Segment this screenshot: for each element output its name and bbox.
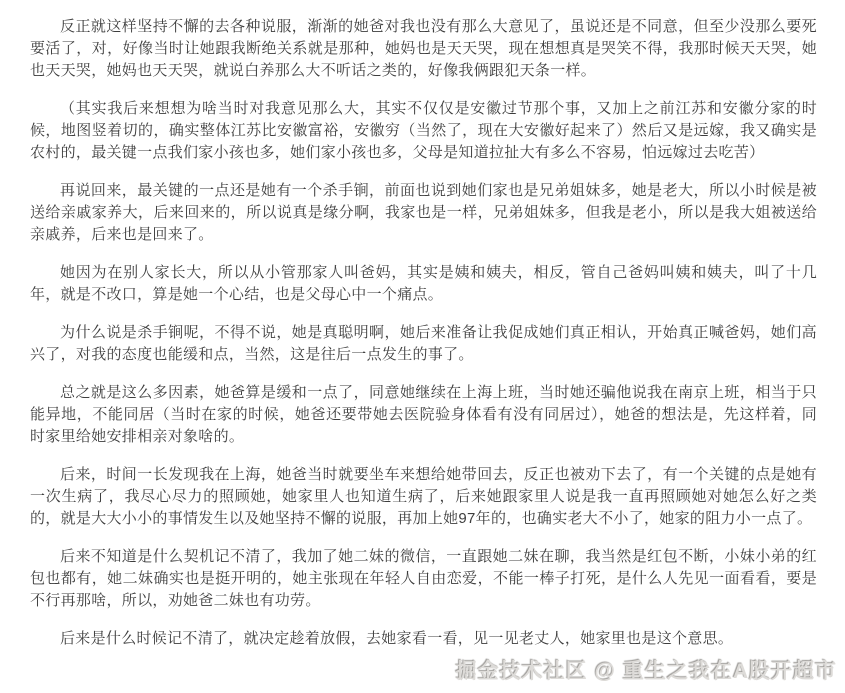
article-paragraph: 为什么说是杀手锏呢，不得不说，她是真聪明啊，她后来准备让我促成她们真正相认，开始真正喊爸妈，她们高兴了，对我的态度也能缓和点，当然，这是往后一点发生的事了。 — [30, 324, 817, 363]
article-paragraph: 她因为在别人家长大，所以从小管那家人叫爸妈，其实是姨和姨夫，相反，管自己爸妈叫姨和姨夫，叫了十几年，就是不改口，算是她一个心结，也是父母心中一个痛点。 — [30, 264, 817, 303]
article-paragraph: 再说回来，最关键的一点还是她有一个杀手锏，前面也说到她们家也是兄弟姐妹多，她是老大，所以小时候是被送给亲戚家养大，后来回来的，所以说真是缘分啊，我家也是一样，兄弟姐妹多，但我是老小，所以是我大姐被送给亲戚养，后来也是回来了。 — [30, 182, 817, 243]
article-paragraph: 反正就这样坚持不懈的去各种说服，渐渐的她爸对我也没有那么大意见了，虽说还是不同意，但至少没那么要死要活了，对，好像当时让她跟我断绝关系就是那种，她妈也是天天哭，现在想想真是哭笑不得，我那时候天天哭，她也天天哭，她妈也天天哭，就说白养那么大不听话之类的，好像我俩跟犯天条一样。 — [30, 18, 817, 79]
article-paragraph: 后来是什么时候记不清了，就决定趁着放假，去她家看一看，见一见老丈人，她家里也是这个意思。 — [60, 630, 734, 647]
article-paragraph: 总之就是这么多因素，她爸算是缓和一点了，同意她继续在上海上班，当时她还骗他说我在南京上班，相当于只能异地，不能同居（当时在家的时候，她爸还要带她去医院验身体看有没有同居过），她爸的想法是，先这样着，同时家里给她安排相亲对象啥的。 — [30, 384, 817, 445]
watermark: 掘金技术社区 @ 重生之我在A股开超市 — [455, 660, 837, 683]
article-paragraph: 后来，时间一长发现我在上海，她爸当时就要坐车来想给她带回去，反正也被劝下去了，有一个关键的点是她有一次生病了，我尽心尽力的照顾她，她家里人也知道生病了，后来她跟家里人说是我一直再照顾她对她怎么好之类的，就是大大小小的事情发生以及她坚持不懈的说服，再加上她97年的，也确实老大不小了，她家的阻力小一点了。 — [30, 466, 817, 527]
article-paragraph: 后来不知道是什么契机记不清了，我加了她二妹的微信，一直跟她二妹在聊，我当然是红包不断，小妹小弟的红包也都有，她二妹确实也是挺开明的，她主张现在年轻人自由恋爱，不能一棒子打死，是什么人先见一面看看，要是不行再那啥，所以，劝她爸二妹也有功劳。 — [30, 548, 817, 609]
article-paragraph: （其实我后来想想为啥当时对我意见那么大，其实不仅仅是安徽过节那个事，又加上之前江苏和安徽分家的时候，地图竖着切的，确实整体江苏比安徽富裕，安徽穷（当然了，现在大安徽好起来了）然后又是远嫁，我又确实是农村的，最关键一点我们家小孩也多，她们家小孩也多，父母是知道拉扯大有多么不容易，怕远嫁过去吃苦） — [30, 100, 817, 161]
